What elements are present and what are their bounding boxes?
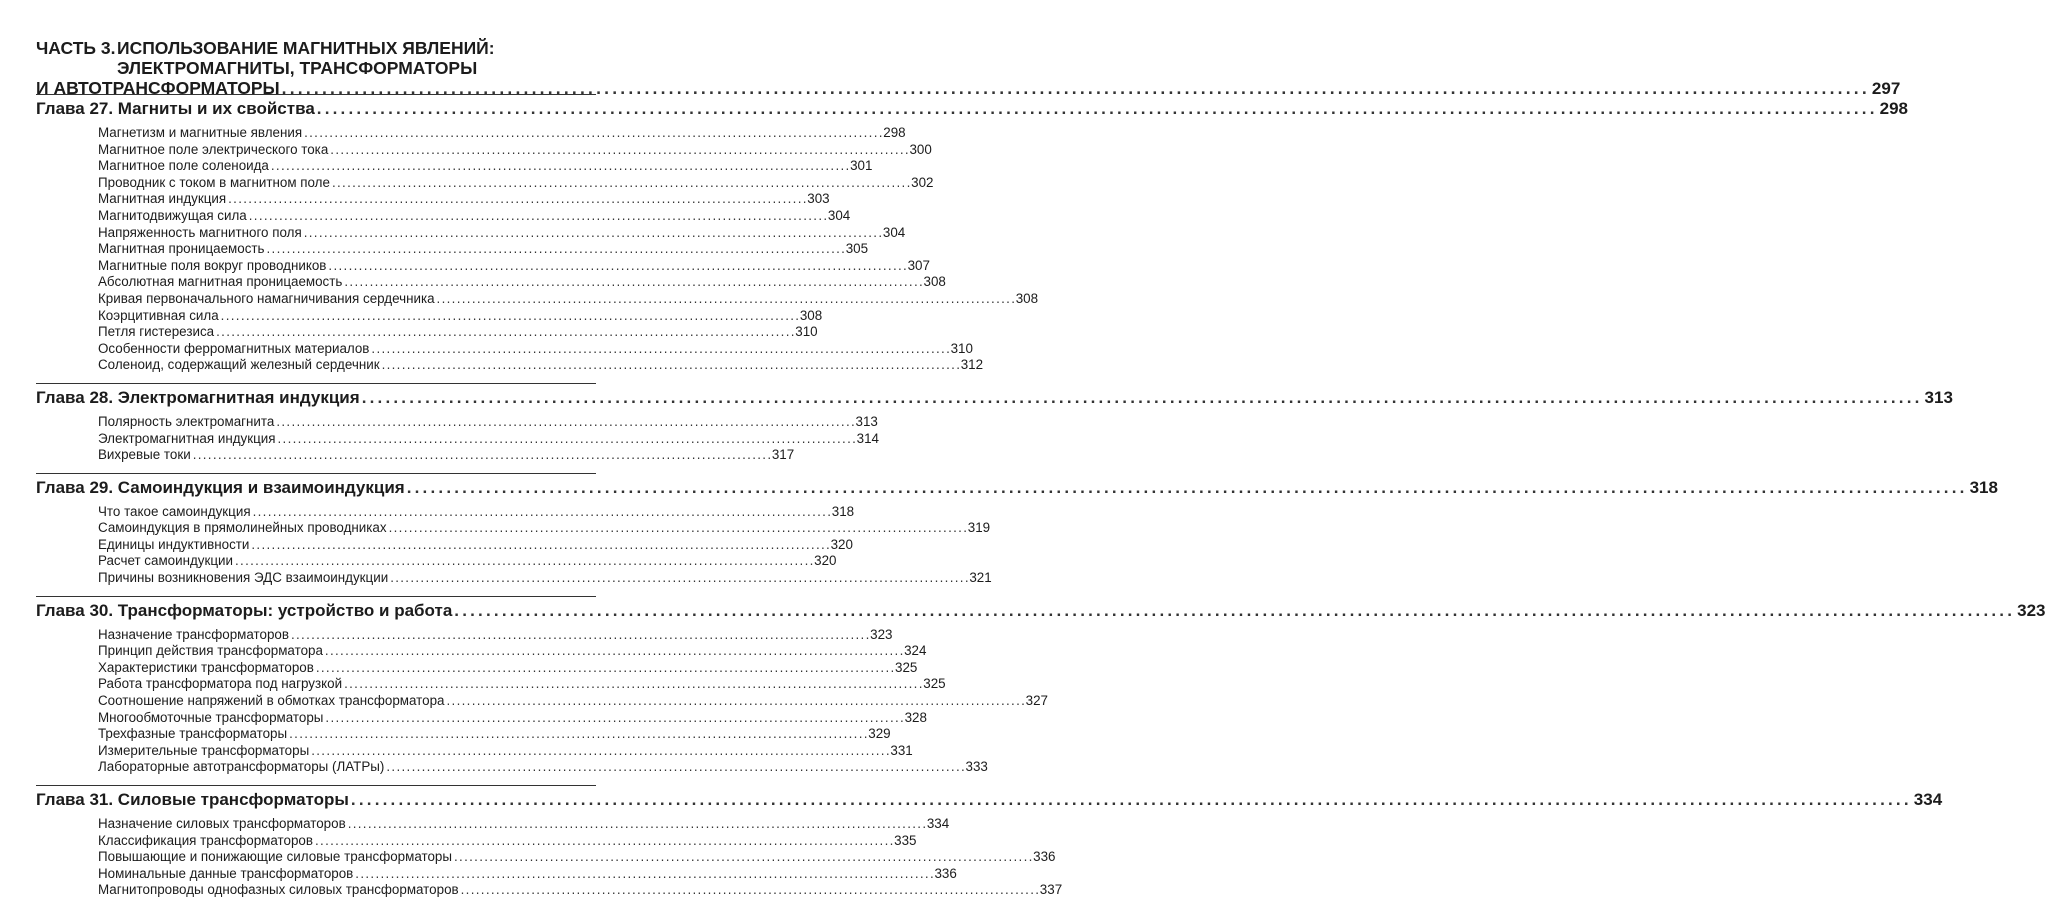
toc-entry[interactable] xyxy=(98,324,818,341)
entry-page-number: 302 xyxy=(911,174,934,190)
leader-dots xyxy=(344,274,921,291)
toc-entry[interactable] xyxy=(98,503,855,521)
entry-title: Трехфазные трансформаторы xyxy=(98,726,288,742)
entry-title: Номинальные данные трансформаторов xyxy=(98,865,354,881)
entry-title: Петля гистерезиса xyxy=(98,324,215,340)
entry-title: Самоиндукция в прямолинейных проводниках xyxy=(98,520,387,536)
entry-title: Многообмоточные трансформаторы xyxy=(98,709,324,725)
entry-page-number: 308 xyxy=(923,274,946,290)
entry-page-number: 318 xyxy=(831,503,855,519)
entry-page-number: 310 xyxy=(950,340,973,356)
chapter-heading[interactable] xyxy=(36,99,1909,123)
part-page-number: 297 xyxy=(1871,79,1901,98)
entry-page-number: 319 xyxy=(967,520,991,536)
entry-page-number: 305 xyxy=(845,241,869,257)
toc-entry[interactable] xyxy=(98,676,946,693)
entry-page-number: 334 xyxy=(926,816,950,831)
entry-title: Магнитодвижущая сила xyxy=(98,207,247,223)
entry-list xyxy=(98,413,879,464)
leader-dots xyxy=(446,693,1023,710)
entry-page-number: 320 xyxy=(830,536,853,552)
entry-list xyxy=(98,816,1063,899)
leader-dots xyxy=(371,341,948,358)
toc-entry[interactable] xyxy=(98,882,1063,899)
entry-page-number: 329 xyxy=(868,726,891,742)
toc-entry[interactable] xyxy=(98,357,984,374)
entry-page-number: 336 xyxy=(1033,849,1056,865)
entry-page-number: 324 xyxy=(904,643,927,659)
toc-entry[interactable] xyxy=(98,413,878,431)
entry-title: Магнитное поле электрического тока xyxy=(98,141,329,157)
entry-page-number: 303 xyxy=(807,191,830,207)
entry-page-number: 308 xyxy=(1015,290,1039,306)
toc-entry[interactable] xyxy=(98,832,917,850)
toc-entry[interactable] xyxy=(98,742,913,760)
leader-dots xyxy=(315,833,892,850)
entry-title: Магнитное поле соленоида xyxy=(98,158,269,174)
chapter-section xyxy=(36,383,1953,464)
entry-page-number: 314 xyxy=(856,430,879,446)
entry-title: Измерительные трансформаторы xyxy=(98,742,310,758)
toc-entry[interactable] xyxy=(98,693,1048,710)
toc-entry[interactable] xyxy=(98,224,906,242)
entry-page-number: 304 xyxy=(882,224,906,240)
entry-page-number: 317 xyxy=(771,447,795,463)
leader-dots xyxy=(332,175,909,192)
toc-entry[interactable] xyxy=(98,340,973,358)
chapter-page-number: 298 xyxy=(1879,99,1909,118)
entry-title: Назначение трансформаторов xyxy=(98,626,289,642)
entry-title: Соленоид, содержащий железный сердечник xyxy=(98,357,380,373)
toc-entry[interactable] xyxy=(98,257,930,275)
toc-entry[interactable] xyxy=(98,447,795,464)
leader-dots xyxy=(461,882,1038,899)
chapter-page-number: 323 xyxy=(2017,600,2046,620)
chapter-heading[interactable] xyxy=(36,387,1953,412)
toc-entry[interactable] xyxy=(98,274,946,291)
leader-dots xyxy=(344,676,921,693)
leader-dots xyxy=(407,478,1968,498)
toc-entry[interactable] xyxy=(98,290,1039,308)
entry-page-number: 336 xyxy=(934,865,957,881)
entry-page-number: 308 xyxy=(799,307,823,323)
entry-page-number: 325 xyxy=(923,676,946,692)
toc-entry[interactable] xyxy=(98,536,853,554)
entry-page-number: 323 xyxy=(870,626,893,642)
toc-entry[interactable] xyxy=(98,726,891,743)
entry-page-number: 310 xyxy=(795,324,818,340)
entry-title: Кривая первоначального намагничивания сердечника xyxy=(98,290,435,306)
chapter-page-number: 318 xyxy=(1969,477,1998,497)
entry-title: Характеристики трансформаторов xyxy=(98,659,314,675)
toc-entry[interactable] xyxy=(98,865,957,883)
entry-page-number: 325 xyxy=(895,659,918,675)
entry-page-number: 328 xyxy=(904,709,927,725)
entry-page-number: 327 xyxy=(1025,693,1048,709)
leader-dots xyxy=(351,790,1912,810)
entry-title: Магнитная индукция xyxy=(98,191,227,207)
leader-dots xyxy=(437,291,1014,308)
entry-page-number: 335 xyxy=(894,832,917,848)
entry-title: Лабораторные автотрансформаторы (ЛАТРы) xyxy=(98,759,385,775)
leader-dots xyxy=(355,866,932,883)
part-title-line: И АВТОТРАНСФОРМАТОРЫ xyxy=(36,78,280,98)
toc-entry[interactable] xyxy=(98,520,991,537)
toc-entry[interactable] xyxy=(98,643,927,660)
entry-page-number: 333 xyxy=(965,759,988,775)
chapter-page-number: 313 xyxy=(1924,387,1953,407)
leader-dots xyxy=(454,601,2015,621)
leader-dots xyxy=(267,241,844,258)
leader-dots xyxy=(316,660,893,677)
toc-entry[interactable] xyxy=(98,659,918,677)
part-label: ЧАСТЬ 3. xyxy=(36,38,116,58)
entry-list xyxy=(98,626,1048,776)
toc-entry[interactable] xyxy=(98,207,851,225)
leader-dots xyxy=(221,308,798,325)
entry-page-number: 298 xyxy=(883,125,906,140)
entry-title: Расчет самоиндукции xyxy=(98,553,233,569)
chapter-heading[interactable] xyxy=(36,477,1998,502)
chapter-section xyxy=(36,473,1998,587)
leader-dots xyxy=(304,225,881,242)
chapter-section xyxy=(36,785,1943,899)
toc-entry[interactable] xyxy=(98,158,873,175)
entry-title: Полярность электромагнита xyxy=(98,413,275,429)
leader-dots xyxy=(389,520,966,537)
entry-list xyxy=(98,503,992,587)
entry-title: Причины возникновения ЭДС взаимоиндукции xyxy=(98,570,389,586)
leader-dots xyxy=(311,743,888,760)
leader-dots xyxy=(216,324,793,341)
toc-entry[interactable] xyxy=(98,141,932,159)
toc-entry[interactable] xyxy=(98,191,830,208)
entry-page-number: 321 xyxy=(969,570,992,586)
leader-dots xyxy=(253,504,830,521)
entry-title: Работа трансформатора под нагрузкой xyxy=(98,676,343,692)
entry-page-number: 313 xyxy=(855,413,878,429)
entry-title: Магнитопроводы однофазных силовых трансформаторов xyxy=(98,882,459,898)
entry-page-number: 337 xyxy=(1039,882,1063,898)
leader-dots xyxy=(289,726,866,743)
entry-list xyxy=(98,125,1039,374)
toc-entry[interactable] xyxy=(98,759,988,776)
leader-dots xyxy=(325,710,902,727)
chapter-title: Глава 30. Трансформаторы: устройство и работа xyxy=(36,600,453,620)
entry-title: Электромагнитная индукция xyxy=(98,430,276,446)
chapter-page-number: 334 xyxy=(1913,790,1943,809)
entry-page-number: 312 xyxy=(960,357,984,373)
chapter-list xyxy=(36,94,2046,899)
toc-entry[interactable] xyxy=(98,174,934,192)
leader-dots xyxy=(390,570,967,587)
entry-title: Напряженность магнитного поля xyxy=(98,224,302,240)
chapter-section xyxy=(36,596,2046,776)
entry-title: Особенности ферромагнитных материалов xyxy=(98,340,370,356)
toc-entry[interactable] xyxy=(98,307,823,325)
leader-dots xyxy=(348,816,925,833)
entry-title: Назначение силовых трансформаторов xyxy=(98,816,346,831)
entry-page-number: 300 xyxy=(909,141,932,157)
part-heading xyxy=(36,38,1901,99)
part-title-line: ИСПОЛЬЗОВАНИЕ МАГНИТНЫХ ЯВЛЕНИЙ: xyxy=(117,38,495,58)
entry-title: Абсолютная магнитная проницаемость xyxy=(98,274,343,290)
entry-page-number: 304 xyxy=(827,207,851,223)
leader-dots xyxy=(330,142,907,159)
leader-dots xyxy=(325,643,902,660)
entry-title: Единицы индуктивности xyxy=(98,536,250,552)
toc-entry[interactable] xyxy=(98,816,950,833)
entry-title: Классификация трансформаторов xyxy=(98,832,313,848)
entry-title: Повышающие и понижающие силовые трансформаторы xyxy=(98,849,452,865)
chapter-section xyxy=(36,94,1909,374)
entry-page-number: 307 xyxy=(907,257,930,273)
entry-title: Магнитные поля вокруг проводников xyxy=(98,257,327,273)
leader-dots xyxy=(193,447,770,464)
leader-dots xyxy=(228,191,805,208)
leader-dots xyxy=(235,553,812,570)
leader-dots xyxy=(249,208,826,225)
toc-entry[interactable] xyxy=(98,241,869,258)
chapter-title: Глава 31. Силовые трансформаторы xyxy=(36,790,349,809)
entry-title: Проводник с током в магнитном поле xyxy=(98,174,330,190)
leader-dots xyxy=(454,849,1031,866)
chapter-title: Глава 29. Самоиндукция и взаимоиндукция xyxy=(36,477,405,497)
toc-entry[interactable] xyxy=(98,125,906,142)
entry-page-number: 320 xyxy=(814,553,837,569)
leader-dots xyxy=(271,158,848,175)
entry-page-number: 301 xyxy=(850,158,873,174)
entry-title: Магнитная проницаемость xyxy=(98,241,265,257)
leader-dots xyxy=(277,431,854,448)
entry-title: Что такое самоиндукция xyxy=(98,503,251,519)
chapter-heading[interactable] xyxy=(36,790,1943,814)
toc-entry[interactable] xyxy=(98,553,837,570)
chapter-heading[interactable] xyxy=(36,600,2046,625)
entry-title: Соотношение напряжений в обмотках трансформатора xyxy=(98,693,445,709)
entry-title: Вихревые токи xyxy=(98,447,191,463)
leader-dots xyxy=(386,759,963,776)
toc-entry[interactable] xyxy=(98,849,1056,866)
toc-entry[interactable] xyxy=(98,626,893,644)
leader-dots xyxy=(291,627,868,644)
entry-title: Принцип действия трансформатора xyxy=(98,643,323,659)
leader-dots xyxy=(317,99,1878,119)
leader-dots xyxy=(382,357,959,374)
part-title-line: ЭЛЕКТРОМАГНИТЫ, ТРАНСФОРМАТОРЫ xyxy=(117,58,478,78)
leader-dots xyxy=(362,388,1923,408)
leader-dots xyxy=(304,125,881,142)
entry-title: Магнетизм и магнитные явления xyxy=(98,125,303,140)
toc-entry[interactable] xyxy=(98,709,927,727)
entry-title: Коэрцитивная сила xyxy=(98,307,219,323)
leader-dots xyxy=(251,537,828,554)
leader-dots xyxy=(276,414,853,431)
chapter-title: Глава 27. Магниты и их свойства xyxy=(36,99,315,118)
entry-page-number: 331 xyxy=(890,742,913,758)
leader-dots xyxy=(328,258,905,275)
toc-entry[interactable] xyxy=(98,570,992,587)
toc-entry[interactable] xyxy=(98,430,879,448)
chapter-title: Глава 28. Электромагнитная индукция xyxy=(36,387,360,407)
